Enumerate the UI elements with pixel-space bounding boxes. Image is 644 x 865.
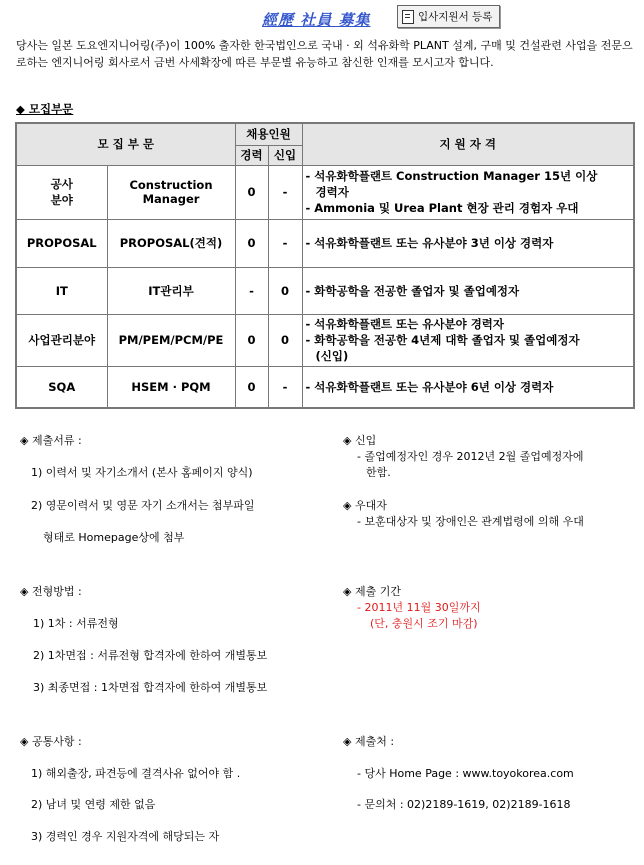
row-career: - (235, 267, 268, 314)
common-item: 1) 해외출장, 파견등에 결격사유 없어야 함 . (31, 767, 241, 780)
table-row (16, 314, 634, 366)
newcomer-heading: ◈ 신입 (343, 434, 377, 447)
col-qualifications: 지 원 자 격 (302, 123, 634, 165)
qual-line: - 석유화학플랜트 또는 유사분야 6년 이상 경력자 (305, 379, 554, 394)
col-division: 모 집 부 문 (16, 123, 235, 165)
col-new: 신입 (268, 145, 302, 165)
row-area: SQA (16, 366, 107, 408)
table-row (16, 366, 634, 408)
deadline-line: - 2011년 11월 30일까지 (357, 601, 481, 614)
row-new: - (268, 219, 302, 267)
common-item: 2) 남녀 및 연령 제한 없음 (31, 798, 156, 811)
documents-item: 형태로 Homepage상에 첨부 (43, 531, 185, 544)
selection-heading: ◈ 전형방법 : (20, 585, 82, 598)
table-row (16, 165, 634, 219)
col-career: 경력 (235, 145, 268, 165)
apply-button[interactable] (397, 5, 500, 28)
common-heading: ◈ 공통사항 : (20, 735, 82, 748)
recruitment-heading: ◆ 모집부문 (16, 102, 74, 116)
row-career: 0 (235, 314, 268, 366)
col-hire-count: 채용인원 (235, 123, 302, 145)
qual-line: - Ammonia 및 Urea Plant 현장 관리 경험자 우대 (305, 201, 579, 215)
recruitment-table (15, 122, 635, 409)
row-dept: Construction Manager (107, 165, 235, 219)
row-quals (302, 219, 634, 267)
preference-line: - 보훈대상자 및 장애인은 관계법령에 의해 우대 (357, 515, 584, 528)
deadline-line: (단, 충원시 조기 마감) (370, 617, 478, 630)
row-area: IT (16, 267, 107, 314)
qual-line: 경력자 (315, 185, 349, 199)
row-area: 사업관리분야 (16, 314, 107, 366)
apply-button-label: 입사지원서 등록 (418, 11, 493, 23)
selection-item: 2) 1차면접 : 서류전형 합격자에 한하여 개별통보 (33, 649, 268, 662)
submit-heading: ◈ 제출처 : (343, 735, 395, 748)
newcomer-line: - 졸업예정자인 경우 2012년 2월 졸업예정자에 (357, 450, 584, 463)
deadline-heading: ◈ 제출 기간 (343, 585, 401, 598)
table-row (16, 267, 634, 314)
row-area: 공사 분야 (16, 165, 107, 219)
documents-item: 1) 이력서 및 자기소개서 (본사 홈페이지 양식) (31, 466, 253, 479)
document-icon (402, 10, 414, 24)
intro-text: 당사는 일본 도요엔지니어링(주)이 100% 출자한 한국법인으로 국내 · 외 석유화학 PLANT 설계, 구매 및 건설관련 사업을 전문으로하는 엔지니어링 회사로서 금번 사세확장에 따른 부문별 유능하고 참신한 인재를 모시고자 합니다. (16, 39, 633, 69)
documents-item: 2) 영문이력서 및 영문 자기 소개서는 첨부파일 (31, 499, 255, 512)
row-career: 0 (235, 366, 268, 408)
row-area: PROPOSAL (16, 219, 107, 267)
selection-item: 1) 1차 : 서류전형 (33, 617, 119, 630)
selection-item: 3) 최종면접 : 1차면접 합격자에 한하여 개별통보 (33, 681, 268, 694)
preference-heading: ◈ 우대자 (343, 499, 387, 512)
row-new: 0 (268, 314, 302, 366)
qual-line: - 석유화학플랜트 또는 유사분야 3년 이상 경력자 (305, 236, 554, 250)
row-dept: PROPOSAL(견적) (107, 219, 235, 267)
row-quals (302, 165, 634, 219)
row-dept: HSEM · PQM (107, 366, 235, 408)
page-title: 經歷 社員 募集 (262, 11, 371, 29)
submit-homepage: - 당사 Home Page : www.toyokorea.com (357, 767, 574, 780)
row-career: 0 (235, 219, 268, 267)
row-quals (302, 366, 634, 408)
common-item: 3) 경력인 경우 지원자격에 해당되는 자 (31, 830, 220, 843)
submit-contact: - 문의처 : 02)2189-1619, 02)2189-1618 (357, 798, 571, 811)
qual-line: - 석유화학플랜트 Construction Manager 15년 이상 (305, 169, 598, 183)
row-dept: IT관리부 (107, 267, 235, 314)
row-quals (302, 314, 634, 366)
row-quals (302, 267, 634, 314)
table-row (16, 219, 634, 267)
qual-line: - 화학공학을 전공한 졸업자 및 졸업예정자 (305, 283, 520, 298)
row-new: - (268, 366, 302, 408)
qual-line: (신입) (315, 349, 349, 363)
documents-heading: ◈ 제출서류 : (20, 434, 82, 447)
newcomer-line: 한함. (366, 466, 391, 479)
row-career: 0 (235, 165, 268, 219)
qual-line: - 화학공학을 전공한 4년제 대학 졸업자 및 졸업예정자 (305, 333, 580, 347)
row-dept: PM/PEM/PCM/PE (107, 314, 235, 366)
qual-line: - 석유화학플랜트 또는 유사분야 경력자 (305, 317, 505, 331)
row-new: - (268, 165, 302, 219)
row-new: 0 (268, 267, 302, 314)
